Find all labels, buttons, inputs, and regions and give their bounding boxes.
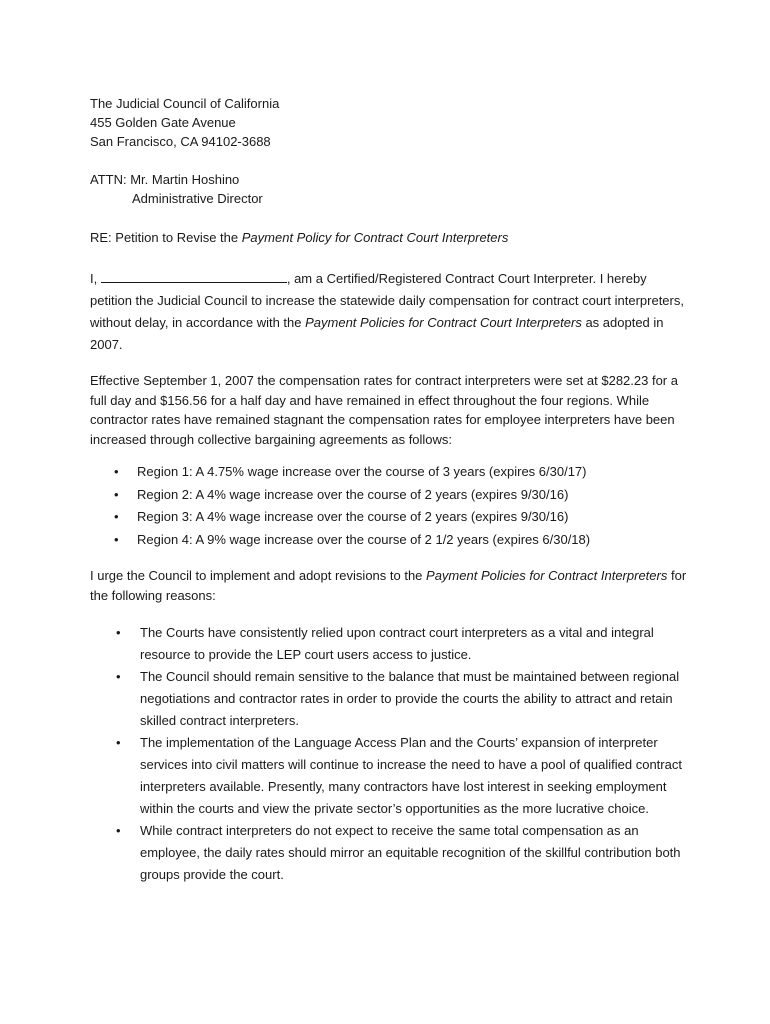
urge-start: I urge the Council to implement and adopt revisions to the	[90, 568, 427, 583]
reason-text: The Council should remain sensitive to the balance that must be maintained between regional negotiations and contractor rates in order to provide the courts the ability to attract and retain skilled contract interpreters.	[140, 669, 680, 728]
reason-text: The implementation of the Language Access Plan and the Courts’ expansion of interpreter services into civil matters will continue to increase the need to have a pool of qualified contract interpreters available. Presently, many contractors have lost interest in seeking employment within the courts and view the private sector’s opportunities as the more lucrative choice.	[140, 735, 682, 816]
region-text: Region 2: A 4% wage increase over the course of 2 years (expires 9/30/16)	[137, 486, 569, 502]
recipient-city: San Francisco, CA 94102-3688	[90, 134, 271, 149]
bullet-icon: •	[114, 531, 119, 547]
bullet-icon: •	[116, 625, 121, 640]
attention-block	[90, 170, 690, 208]
list-item	[90, 666, 685, 732]
list-item	[90, 484, 690, 507]
attn-title: Administrative Director	[132, 191, 263, 206]
region-text: Region 1: A 4.75% wage increase over the course of 3 years (expires 6/30/17)	[137, 464, 587, 479]
urge-paragraph	[90, 566, 690, 605]
subject-policy: Payment Policy for Contract Court Interpreters	[241, 230, 509, 245]
recipient-street: 455 Golden Gate Avenue	[90, 115, 236, 130]
letter-page	[90, 94, 690, 886]
regions-list	[90, 461, 690, 551]
reasons-list	[90, 622, 690, 886]
petition-start: I,	[90, 271, 101, 286]
bullet-icon: •	[116, 735, 121, 750]
bullet-icon: •	[114, 509, 119, 524]
bullet-icon: •	[116, 823, 121, 838]
reason-text: While contract interpreters do not expect to receive the same total compensation as an employee, the daily rates should mirror an equitable recognition of the skillful contribution both groups provide the court.	[140, 823, 681, 882]
recipient-address	[90, 94, 690, 151]
urge-end: for the following reasons:	[90, 568, 687, 603]
recipient-name: The Judicial Council of California	[90, 96, 280, 111]
list-item	[90, 529, 690, 552]
bullet-icon: •	[114, 486, 119, 502]
petition-policy: Payment Policies for Contract Court Interpreters	[305, 315, 582, 330]
list-item	[90, 506, 690, 529]
petition-body: , am a Certified/Registered Contract Court Interpreter. I hereby petition the Judicial Council to increase the statewide daily compensation for contract court interpreters, without delay, in accordance with the	[90, 271, 684, 330]
region-text: Region 4: A 9% wage increase over the course of 2 1/2 years (expires 6/30/18)	[137, 531, 591, 547]
name-blank-line[interactable]	[101, 270, 287, 283]
list-item	[90, 622, 685, 666]
subject-line	[90, 228, 690, 247]
reason-text: The Courts have consistently relied upon contract court interpreters as a vital and integral resource to provide the LEP court users access to justice.	[140, 625, 654, 662]
list-item	[90, 820, 685, 886]
subject-prefix: RE: Petition to Revise the	[90, 230, 242, 245]
petition-end: as adopted in 2007.	[90, 315, 664, 352]
bullet-icon: •	[114, 464, 119, 479]
list-item	[90, 461, 690, 484]
list-item	[90, 732, 685, 820]
urge-policy: Payment Policies for Contract Interpreters	[426, 568, 668, 583]
petition-paragraph	[90, 268, 690, 356]
effective-paragraph: Effective September 1, 2007 the compensation rates for contract interpreters were set at $282.23 for a full day and $156.56 for a half day and have remained in effect throughout the four regions. While contractor rates have remained stagnant the compensation rates for employee interpreters have been increased through collective bargaining agreements as follows:	[90, 373, 678, 447]
attn-line: ATTN: Mr. Martin Hoshino	[90, 172, 240, 187]
bullet-icon: •	[116, 669, 121, 684]
region-text: Region 3: A 4% wage increase over the course of 2 years (expires 9/30/16)	[137, 509, 569, 524]
